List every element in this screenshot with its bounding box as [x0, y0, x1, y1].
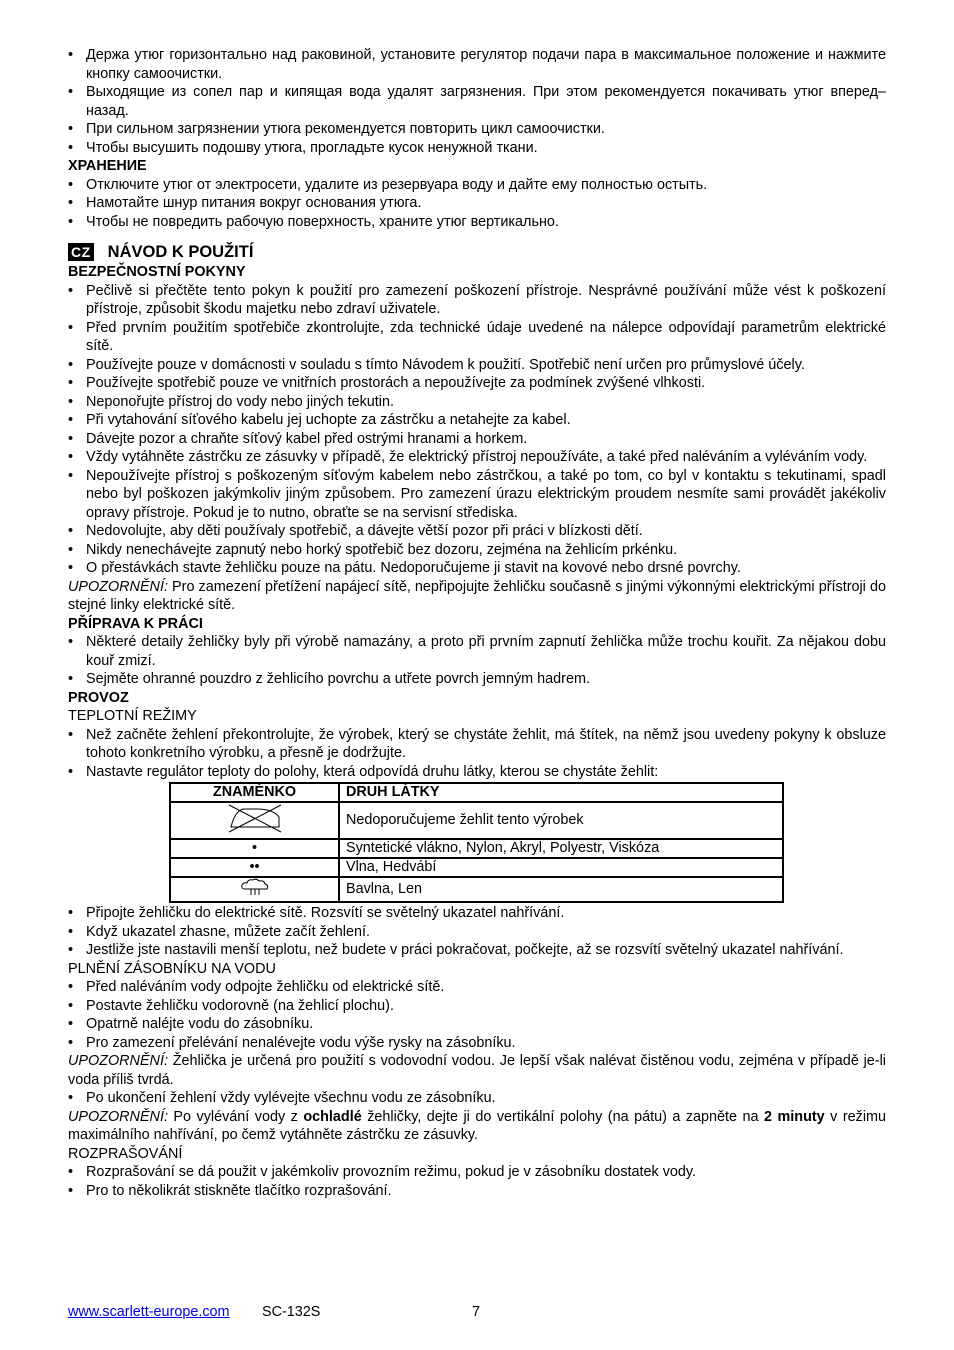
table-cell-fabric: Syntetické vlákno, Nylon, Akryl, Polyestr, Viskóza [339, 839, 783, 858]
table-row [170, 858, 783, 877]
website-link[interactable]: www.scarlett-europe.com [68, 1304, 230, 1320]
list-item: • Opatrně naléjte vodu do zásobníku. [68, 1016, 314, 1032]
list-item: • Připojte žehličku do elektrické sítě. Rozsvítí se světelný ukazatel nahřívání. [68, 905, 565, 921]
list-item: • Některé detaily žehličky byly při výrobě namazány, a proto při prvním zapnutí žehlička může trochu kouřit. Za nějakou dobu kouř zmizí. [68, 634, 886, 669]
list-item: • Намотайте шнур питания вокруг основания утюга. [68, 195, 422, 211]
model-number: SC-132S [262, 1304, 321, 1320]
list-item: • Чтобы не повредить рабочую поверхность, храните утюг вертикально. [68, 213, 559, 230]
table-row [170, 839, 783, 858]
list-item: • Nastavte regulátor teploty do polohy, která odpovídá druhu látky, kterou se chystáte žehlit: [68, 763, 659, 780]
safety-heading: BEZPEČNOSTNÍ POKYNY [68, 264, 246, 280]
list-item: • Používejte spotřebič pouze ve vnitřních prostorách a nepoužívejte za podmínek zvýšené vlhkosti. [68, 375, 706, 391]
operation-heading: PROVOZ [68, 689, 129, 706]
list-item: • Отключите утюг от электросети, удалите из резервуара воду и дайте ему полностью остыть. [68, 176, 708, 193]
list-item: • Po ukončení žehlení vždy vylévejte všechnu vodu ze zásobníku. [68, 1090, 496, 1106]
table-row [170, 802, 783, 839]
table-cell-symbol [170, 877, 339, 902]
prep-heading: PŘÍPRAVA K PRÁCI [68, 615, 203, 632]
list-item: • Nepoužívejte přístroj s poškozeným síťovým kabelem nebo zástrčkou, a také po tom, co byl v kontaktu s tekutinami, spadl nebo byl poškozen jakýmkoliv jiným způsobem. Pro zamezení úrazu elektrickým proudem nesmíte sami provádět jakékoliv opravy přístroje. Pokud je to nutno, obraťte se na servisní střediska. [68, 467, 886, 521]
list-item: • Jestliže jste nastavili menší teplotu, než budete v práci pokračovat, počkejte, až se rozsvítí světelný ukazatel nahřívání. [68, 942, 844, 958]
table-cell-fabric: Vlna, Hedvábí [339, 858, 783, 877]
prep-list [68, 633, 886, 689]
language-badge: CZ [68, 243, 94, 261]
spray-list [68, 1163, 886, 1200]
ru-cleaning-list [68, 46, 886, 157]
safety-list [68, 282, 886, 578]
warning-note: UPOZORNĚNÍ: Po vylévání vody z ochladlé žehličky, dejte ji do vertikální polohy (na pátu) a zapněte na 2 minuty v režimu maximálního nahřívání, po čemž vytáhněte zástrčku ze zásuvky. [68, 1108, 887, 1143]
list-item: • Pro to několikrát stiskněte tlačítko rozprašování. [68, 1182, 392, 1199]
steam-cloud-icon [239, 878, 271, 896]
fill-heading: PLNĚNÍ ZÁSOBNÍKU NA VODU [68, 960, 276, 977]
warning-note: UPOZORNĚNÍ: Pro zamezení přetížení napájecí sítě, nepřipojujte žehličku současně s jinými výkonnými elektrickými přístroji do stejné linky elektrické sítě. [68, 578, 886, 613]
list-item: • Nikdy nenechávejte zapnutý nebo horký spotřebič bez dozoru, zejména na žehlicím prkénku. [68, 541, 678, 558]
list-item: • Postavte žehličku vodorovně (na žehlicí plochu). [68, 997, 394, 1014]
cz-section-header [68, 241, 886, 263]
list-item: • Než začněte žehlení překontrolujte, že výrobek, který se chystáte žehlit, má štítek, na němž jsou uvedeny pokyny k obsluze tohoto konkretního výrobku, a přesně je dodržujte. [68, 726, 886, 761]
warning-note: UPOZORNĚNÍ: Žehlička je určená pro použití s vodovodní vodou. Je lepší však nalévat čistěnou vodu, zejména v případě je-li voda příliš tvrdá. [68, 1053, 886, 1088]
list-item: • Rozprašování se dá použit v jakémkoliv provozním režimu, pokud je v zásobníku dostatek vody. [68, 1164, 697, 1180]
ru-storage-list [68, 176, 886, 232]
list-item: • Pečlivě si přečtěte tento pokyn k použití pro zamezení poškození přístroje. Nesprávné používání může vést k poškození přístroje, způsobit škodu majetku nebo zdraví uživatele. [68, 282, 886, 317]
list-item: • Používejte pouze v domácnosti v souladu s tímto Návodem k použití. Spotřebič není určen pro průmyslové účely. [68, 356, 805, 373]
table-cell-symbol [170, 802, 339, 839]
list-item: • Při vytahování síťového kabelu jej uchopte za zástrčku a netahejte za kabel. [68, 412, 571, 428]
temp-modes-heading: TEPLOTNÍ REŽIMY [68, 708, 197, 724]
spray-heading: ROZPRAŠOVÁNÍ [68, 1145, 183, 1162]
list-item: • Чтобы высушить подошву утюга, прогладьте кусок ненужной ткани. [68, 139, 538, 156]
crossed-out-iron-icon [223, 803, 287, 833]
table-header-fabric: DRUH LÁTKY [339, 783, 783, 802]
table-row [170, 877, 783, 902]
section-title: NÁVOD K POUŽITÍ [107, 242, 254, 261]
list-item: • Dávejte pozor a chraňte síťový kabel před ostrými hranami a horkem. [68, 430, 528, 447]
list-item: • Выходящие из сопел пар и кипящая вода удалят загрязнения. При этом рекомендуется покачивать утюг вперед–назад. [68, 84, 886, 119]
list-item: • Vždy vytáhněte zástrčku ze zásuvky v případě, že elektrický přístroj nepoužíváte, a také před naléváním a vyléváním vody. [68, 449, 868, 465]
list-item: • Sejměte ohranné pouzdro z žehlicího povrchu a utřete povrch jemným hadrem. [68, 671, 590, 687]
list-item: • Pro zamezení přelévání nenalévejte vodu výše rysky na zásobníku. [68, 1034, 516, 1051]
page-footer [68, 1304, 886, 1324]
list-item: • Před prvním použitím spotřebiče zkontrolujte, zda technické údaje uvedené na nálepce odpovídají parametrům elektrické sítě. [68, 319, 886, 354]
list-item: • При сильном загрязнении утюга рекомендуется повторить цикл самоочистки. [68, 121, 605, 137]
table-cell-symbol: • [170, 839, 339, 858]
list-item: • Держа утюг горизонтально над раковиной, установите регулятор подачи пара в максимальное положение и нажмите кнопку самоочистки. [68, 47, 886, 82]
table-header-symbol: ZNAMÉNKO [170, 783, 339, 802]
table-cell-fabric: Nedoporučujeme žehlit tento výrobek [339, 802, 783, 839]
heating-list [68, 904, 886, 960]
page-number: 7 [472, 1304, 481, 1320]
table-header-row [170, 783, 783, 802]
temp-list [68, 726, 886, 782]
list-item: • Neponořujte přístroj do vody nebo jiných tekutin. [68, 393, 394, 410]
list-item: • O přestávkách stavte žehličku pouze na pátu. Nedoporučujeme ji stavit na kovové nebo drsné povrchy. [68, 560, 741, 576]
list-item: • Když ukazatel zhasne, můžete začít žehlení. [68, 923, 370, 940]
fill-list [68, 978, 886, 1052]
page-content [68, 46, 886, 1200]
drain-list [68, 1089, 886, 1108]
list-item: • Před naléváním vody odpojte žehličku od elektrické sítě. [68, 979, 445, 995]
table-cell-symbol: •• [170, 858, 339, 877]
ru-storage-heading: ХРАНЕНИЕ [68, 158, 147, 174]
list-item: • Nedovolujte, aby děti používaly spotřebič, a dávejte větší pozor při práci v blízkosti dětí. [68, 523, 643, 539]
fabric-symbol-table [169, 782, 784, 903]
table-cell-fabric: Bavlna, Len [339, 877, 783, 902]
